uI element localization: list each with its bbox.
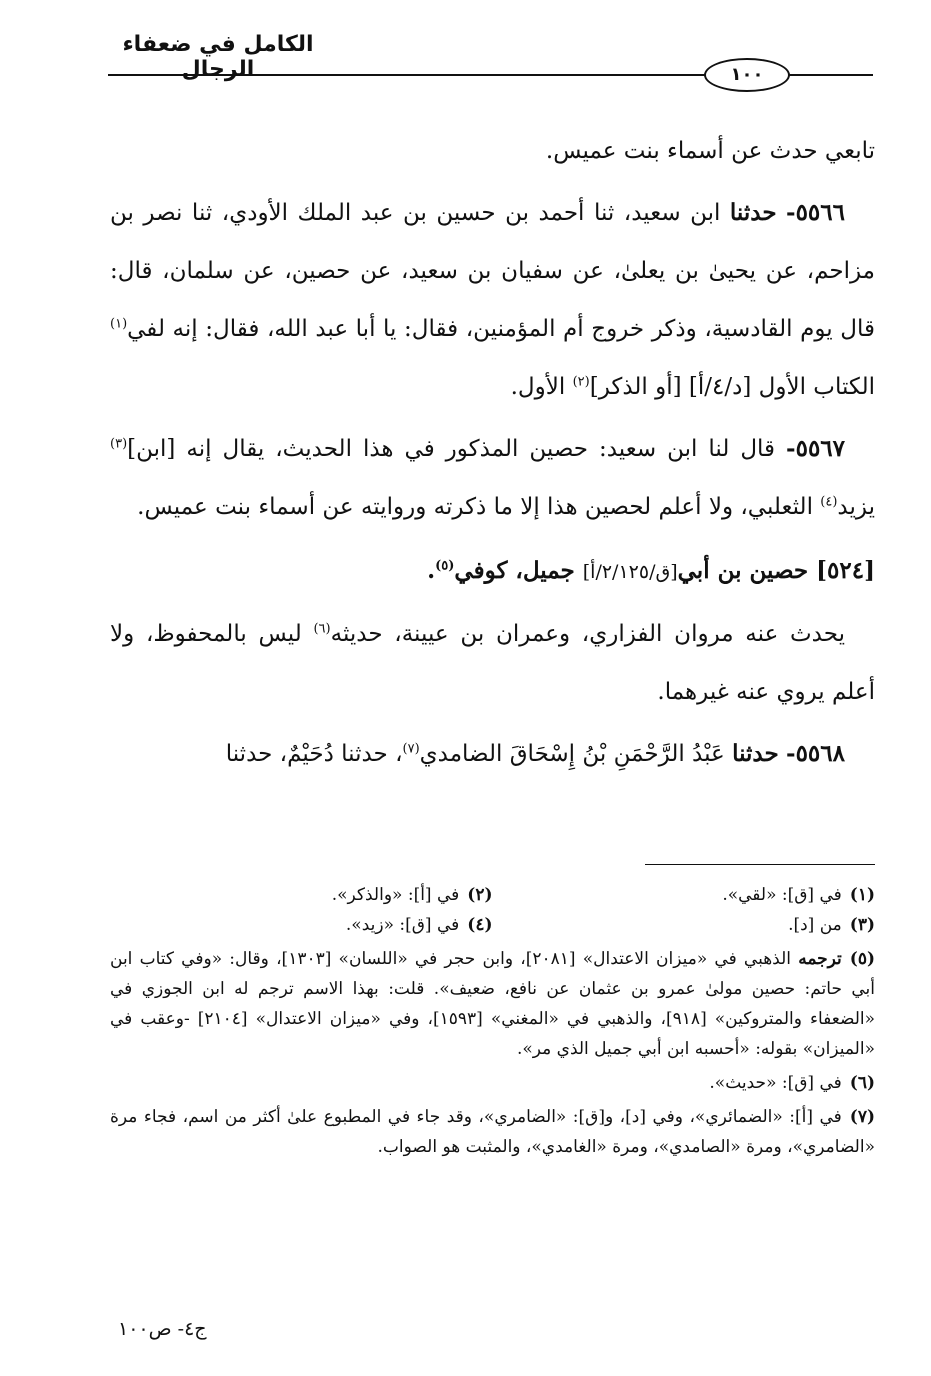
hadith-number: ٥٥٦٨- [786, 740, 845, 767]
volume-page-ref: ج٤- ص١٠٠ [118, 1318, 207, 1340]
footnote-ref[interactable]: (٦) [313, 621, 331, 637]
footnote-4: (٤)في [ق]: «زيد». [345, 915, 493, 935]
paragraph-narrator-info: يحدث عنه مروان الفزاري، وعمران بن عيينة، حديثه$^{(٦)}$ ليس بالمحفوظ، ولا أعلم يروي عنه غيرهما. [110, 621, 875, 705]
footnote-ref[interactable]: (١) [110, 316, 128, 332]
page-number-badge: ١٠٠ [704, 58, 790, 92]
footnote-row [110, 880, 875, 910]
footnote-ref[interactable]: (٣) [110, 436, 128, 452]
running-title: الكامل في ضعفاء الرجال [122, 32, 314, 82]
hadith-5567: ٥٥٦٧- قال لنا ابن سعيد: حصين المذكور في هذا الحديث، يقال إنه [ابن]$^{(٣)}$ يزيد$^{(٤)}$ الثعلبي، ولا أعلم لحصين هذا إلا ما ذكرته وروايته عن أسماء بنت عميس. [110, 435, 875, 520]
paragraph-intro: تابعي حدث عن أسماء بنت عميس. [545, 138, 875, 164]
hadith-lead: حدثنا [729, 199, 777, 226]
footnote-5: (٥)ترجمه الذهبي في «ميزان الاعتدال» [٢٠٨١]، وابن حجر في «اللسان» [١٣٠٣]، وقال: «وفي كتاب ابن أبي حاتم: حصين مولىٰ عمرو بن عثمان عن نافع، ضعيف». قلت: بهذا الاسم ترجم له ابن الجوزي في «الضعفاء والمتروكين» [٩١٨]، والذهبي في «المغني» [١٥٩٣]، وفي «ميزان الاعتدال» [٢١٠٤] -وعقب في «الميزان» بقوله: «أحسبه ابن أبي جميل الذي مر». [110, 949, 876, 1059]
footnote-ref[interactable]: (٤) [820, 494, 838, 510]
manuscript-ref: [ق/٢/١٢٥/أ] [582, 561, 678, 583]
footnote-6: (٦)في [ق]: «حديث». [709, 1073, 875, 1093]
hadith-lead: حدثنا [732, 740, 779, 767]
footnotes [110, 880, 875, 1166]
footnote-7: (٧)في [أ]: «الضمائري»، وفي [د]، و[ق]: «الضامري»، وقد جاء في المطبوع علىٰ أكثر من اسم، فجاء مرة «الضامري»، ومرة «الصامدي»، ومرة «الغامدي»، والمثبت هو الصواب. [110, 1107, 875, 1157]
footnote-2: (٢)في [أ]: «والذكر». [331, 885, 493, 905]
hadith-5568: ٥٥٦٨- حدثنا عَبْدُ الرَّحْمَنِ بْنُ إِسْحَاقَ الضامدي$^{(٧)}$، حدثنا دُحَيْمٌ، حدثنا [225, 740, 845, 767]
hadith-5566: ٥٥٦٦- حدثنا ابن سعيد، ثنا أحمد بن حسين بن عبد الملك الأودي، ثنا نصر بن مزاحم، عن يحيىٰ بن يعلىٰ، عن سفيان بن سعيد، عن حصين، عن سلمان، قال: قال يوم القادسية، وذكر خروج أم المؤمنين، فقال: يا أبا عبد الله، فقال: إنه لفي$^{(١)}$ الكتاب الأول [د/٤/أ] [أو الذكر]$^{(٢)}$ الأول. [110, 199, 875, 400]
narrator-name: حصين بن أبي [677, 557, 809, 584]
footnote-rule [645, 864, 875, 865]
footnote-ref[interactable]: (٥) [435, 558, 455, 574]
hadith-number: ٥٥٦٧- [786, 435, 846, 462]
narrator-heading: [٥٢٤] حصين بن أبي[ق/٢/١٢٥/أ] جميل، كوفي$^{(٥)}$. [427, 557, 875, 584]
hadith-number: ٥٥٦٦- [786, 199, 845, 226]
entry-number: [٥٢٤] [816, 557, 875, 584]
footnote-3: (٣)من [د]. [788, 915, 875, 935]
main-text [110, 122, 875, 787]
footnote-ref[interactable]: (٧) [402, 741, 420, 757]
footnote-ref[interactable]: (٢) [572, 374, 590, 390]
footnote-row [110, 910, 875, 940]
footnote-1: (١)في [ق]: «لقي». [722, 885, 875, 905]
